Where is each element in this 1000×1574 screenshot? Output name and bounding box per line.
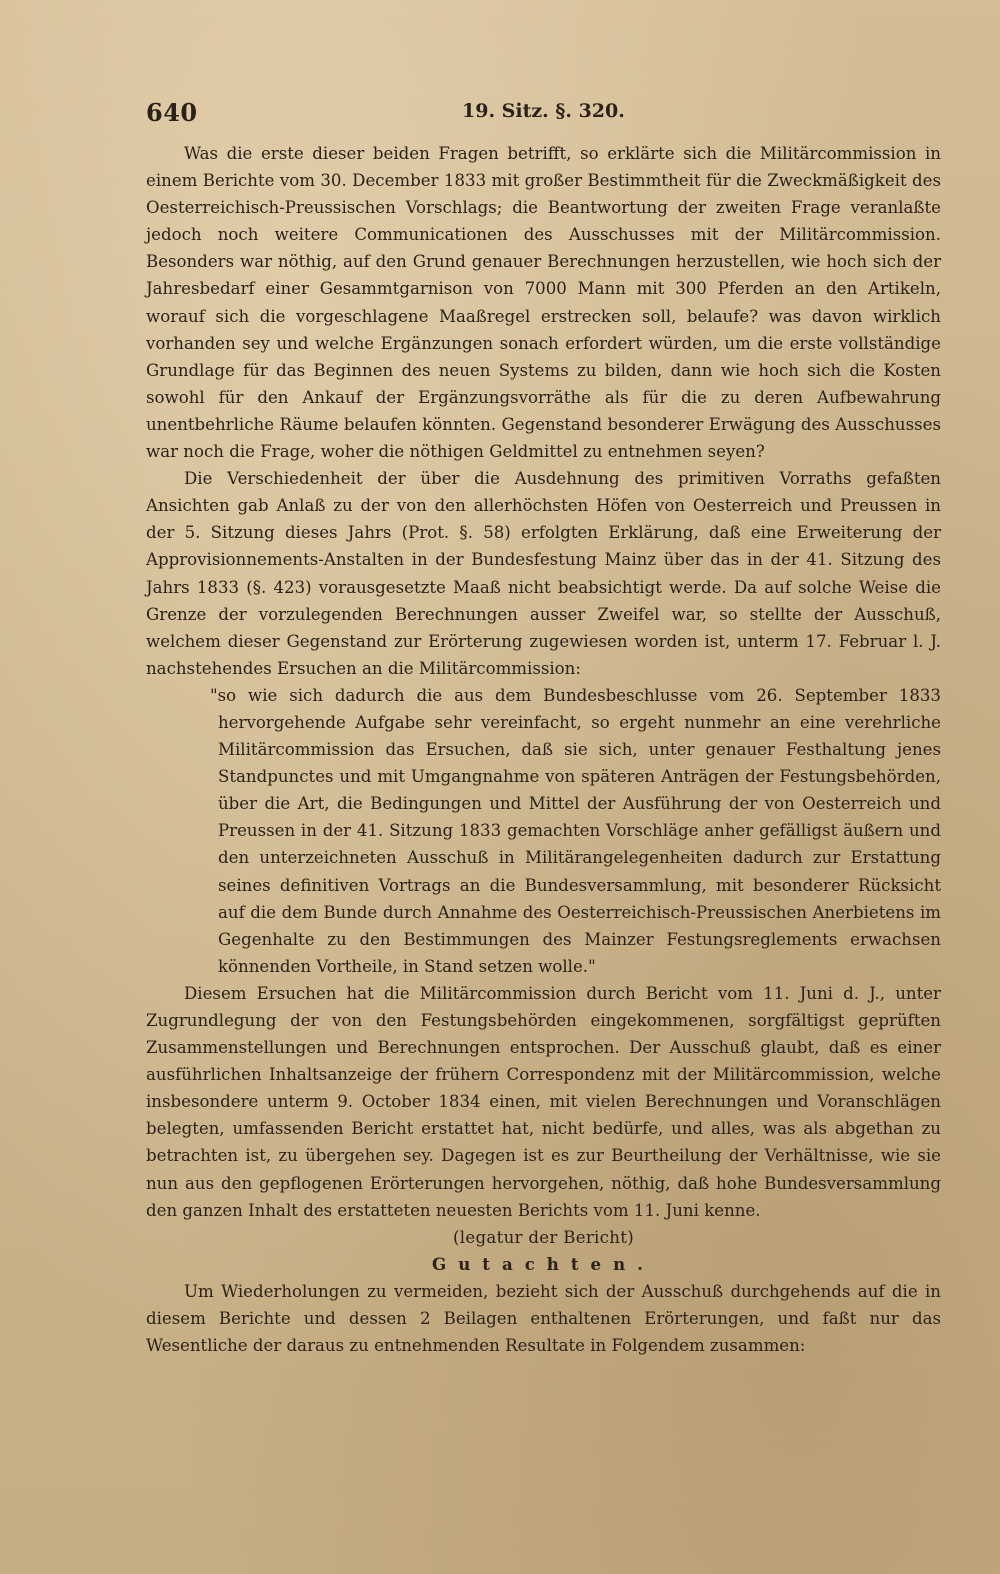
body-text: [146, 140, 941, 1359]
paragraph-1: Was die erste dieser beiden Fragen betrifft, so erklärte sich die Militärcommission in einem Berichte vom 30. December 1833 mit großer Bestimmtheit für die Zweckmäßigkeit des Oesterreichisch-Preussischen Vorschlags; die Beantwortung der zweiten Frage veranlaßte jedoch noch weitere Communicationen des Ausschusses mit der Militärcommission. Besonders war nöthig, auf den Grund genauer Berechnungen herzustellen, wie hoch sich der Jahresbedarf einer Gesammtgarnison von 7000 Mann mit 300 Pferden an den Artikeln, worauf sich die vorgeschlagene Maaßregel erstrecken soll, belaufe? was davon wirklich vorhanden sey und welche Ergänzungen sonach erfordert würden, um die erste vollständige Grundlage für das Beginnen des neuen Systems zu bilden, dann wie hoch sich die Kosten sowohl für den Ankauf der Ergänzungsvorräthe als für die zu deren Aufbewahrung unentbehrliche Räume belaufen könnten. Gegenstand besonderer Erwägung des Ausschusses war noch die Frage, woher die nöthigen Geldmittel zu entnehmen seyen?: [146, 144, 941, 462]
paragraph-3: Diesem Ersuchen hat die Militärcommission durch Bericht vom 11. Juni d. J., unter Zugrundlegung der von den Festungsbehörden eingekommenen, sorgfältigst geprüften Zusammenstellungen und Berechnungen entsprochen. Der Ausschuß glaubt, daß es einer ausführlichen Inhaltsanzeige der frühern Correspondenz mit der Militärcommission, welche insbesondere unterm 9. October 1834 einen, mit vielen Berechnungen und Voranschlägen belegten, umfassenden Bericht erstattet hat, nicht bedürfe, und alles, was als abgethan zu betrachten ist, zu übergehen sey. Dagegen ist es zur Beurtheilung der Verhältnisse, wie sie nun aus den gepflogenen Erörterungen hervorgehen, nöthig, daß hohe Bundesversammlung den ganzen Inhalt des erstatteten neuesten Berichts vom 11. Juni kenne.: [146, 983, 941, 1220]
section-heading-gutachten: Gutachten.: [432, 1253, 655, 1274]
running-head: 19. Sitz. §. 320.: [462, 100, 625, 122]
page-number: 640: [146, 98, 198, 127]
quoted-request: "so wie sich dadurch die aus dem Bundesbeschlusse vom 26. September 1833 hervorgehende Aufgabe sehr vereinfacht, so ergeht nunmehr an eine verehrliche Militärcommission das Ersuchen, daß sie sich, unter genauer Festhaltung jenes Standpunctes und mit Umgangnahme von späteren Anträgen der Festungsbehörden, über die Art, die Bedingungen und Mittel der Ausführung der von Oesterreich und Preussen in der 41. Sitzung 1833 gemachten Vorschläge anher gefälligst äußern und den unterzeichneten Ausschuß in Militärangelegenheiten dadurch zur Erstattung seines definitiven Vortrags an die Bundesversammlung, mit besonderer Rücksicht auf die dem Bunde durch Annahme des Oesterreichisch-Preussischen Anerbietens im Gegenhalte zu den Bestimmungen des Mainzer Festungsreglements erwachsen könnenden Vortheile, in Stand setzen wolle.": [210, 685, 941, 976]
paragraph-2: Die Verschiedenheit der über die Ausdehnung des primitiven Vorraths gefaßten Ansichten gab Anlaß zu der von den allerhöchsten Höfen von Oesterreich und Preussen in der 5. Sitzung dieses Jahrs (Prot. §. 58) erfolgten Erklärung, daß eine Erweiterung der Approvisionnements-Anstalten in der Bundesfestung Mainz über das in der 41. Sitzung des Jahrs 1833 (§. 423) vorausgesetzte Maaß nicht beabsichtigt werde. Da auf solche Weise die Grenze der vorzulegenden Berechnungen ausser Zweifel war, so stellte der Ausschuß, welchem dieser Gegenstand zur Erörterung zugewiesen worden ist, unterm 17. Februar l. J. nachstehendes Ersuchen an die Militärcommission:: [146, 469, 941, 678]
page-header: [146, 96, 941, 130]
paragraph-4: Um Wiederholungen zu vermeiden, bezieht sich der Ausschuß durchgehends auf die in diesem Berichte und dessen 2 Beilagen enthaltenen Erörterungen, und faßt nur das Wesentliche der daraus zu entnehmenden Resultate in Folgendem zusammen:: [146, 1281, 941, 1356]
legatur-note: (legatur der Bericht): [452, 1227, 634, 1247]
